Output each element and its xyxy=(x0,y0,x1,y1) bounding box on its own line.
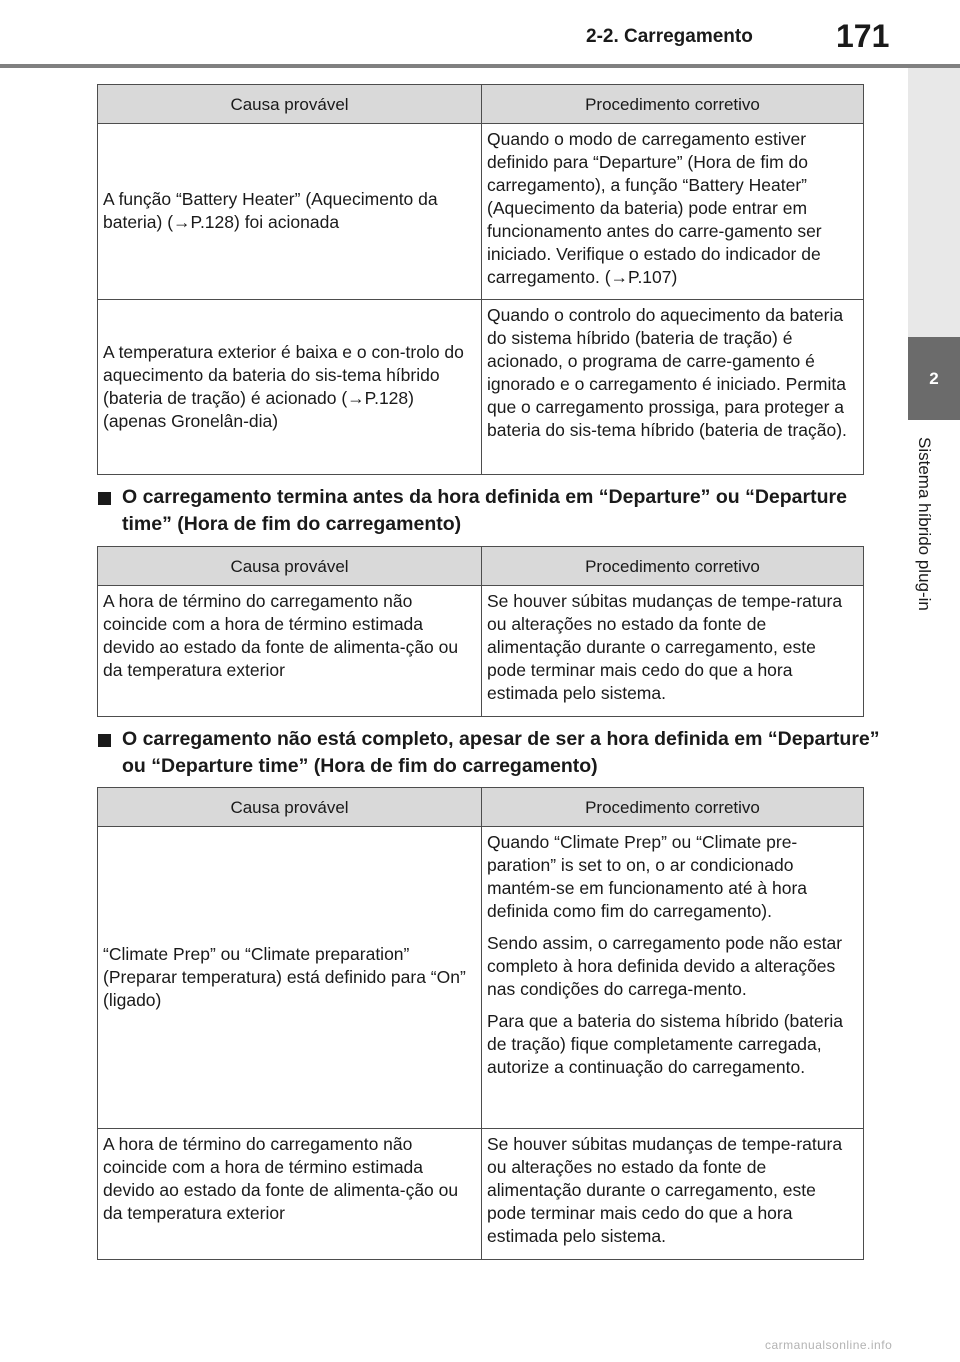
square-bullet-icon xyxy=(98,734,111,747)
chapter-label: Sistema híbrido plug-in xyxy=(915,437,934,611)
header-cause: Causa provável xyxy=(98,547,482,586)
cause-cell: A hora de término do carregamento não coincide com a hora de término estimada devido ao estado da fonte de alimenta-ção ou da temperatura exterior xyxy=(98,586,482,717)
cause-cell: “Climate Prep” ou “Climate preparation” (Preparar temperatura) está definido para “On” (ligado) xyxy=(98,827,482,1129)
header-procedure: Procedimento corretivo xyxy=(482,85,864,124)
table-1 xyxy=(97,84,864,475)
square-bullet-icon xyxy=(98,492,111,505)
header-procedure: Procedimento corretivo xyxy=(482,547,864,586)
table-header-row xyxy=(98,788,864,827)
section-heading-early-finish xyxy=(98,484,882,538)
watermark: carmanualsonline.info xyxy=(765,1338,893,1352)
table-row xyxy=(98,300,864,475)
table-header-row xyxy=(98,85,864,124)
procedure-text: Quando o controlo do aquecimento da bateria do sistema híbrido (bateria de tração) é acionado, o programa de carre-gamento é ignorado e o carregamento é iniciado. Permita que o carregamento prossiga, para proteger a bateria do sis-tema híbrido (bateria de tração). xyxy=(487,305,847,440)
procedure-text: Se houver súbitas mudanças de tempe-ratura ou alterações no estado da fonte de alimentação durante o carregamento, este pode terminar mais cedo do que a hora estimada pelo sistema. xyxy=(487,1134,843,1246)
procedure-cell xyxy=(482,1129,864,1260)
header-cause: Causa provável xyxy=(98,85,482,124)
procedure-text: Quando “Climate Prep” ou “Climate pre-paration” is set to on, o ar condicionado mantém-se em funcionamento até à hora definida como fim do carregamento). xyxy=(487,832,808,921)
section-heading-text: O carregamento não está completo, apesar de ser a hora definida em “Departure” ou “Departure time” (Hora de fim do carregamento) xyxy=(122,728,880,777)
table-header-row xyxy=(98,547,864,586)
procedure-cell xyxy=(482,124,864,300)
table-row xyxy=(98,1129,864,1260)
section-heading-incomplete xyxy=(98,726,882,780)
section-heading-text: O carregamento termina antes da hora definida em “Departure” ou “Departure time” (Hora de fim do carregamento) xyxy=(122,486,847,535)
header-cause: Causa provável xyxy=(98,788,482,827)
section-title: 2-2. Carregamento xyxy=(586,26,753,47)
chapter-number: 2 xyxy=(929,368,939,388)
procedure-cell xyxy=(482,827,864,1129)
table-3 xyxy=(97,787,864,1260)
cause-cell: A hora de término do carregamento não coincide com a hora de término estimada devido ao estado da fonte de alimenta-ção ou da temperatura exterior xyxy=(98,1129,482,1260)
side-tab-strip xyxy=(908,68,960,337)
cause-cell: A temperatura exterior é baixa e o con-trolo do aquecimento da bateria do sis-tema híbrido (bateria de tração) é acionado (→P.128) (apenas Gronelân-dia) xyxy=(98,300,482,475)
table-row xyxy=(98,586,864,717)
table-row xyxy=(98,827,864,1129)
page-number: 171 xyxy=(836,18,890,54)
procedure-cell xyxy=(482,586,864,717)
chapter-tab xyxy=(908,337,960,420)
procedure-text: Sendo assim, o carregamento pode não estar completo à hora definida devido a alterações nas condições do carrega-mento. xyxy=(487,933,843,999)
procedure-text: Para que a bateria do sistema híbrido (bateria de tração) fique completamente carregada, autorize a continuação do carregamento. xyxy=(487,1011,844,1077)
table-row xyxy=(98,124,864,300)
cause-cell: A função “Battery Heater” (Aquecimento da bateria) (→P.128) foi acionada xyxy=(98,124,482,300)
table-2 xyxy=(97,546,864,717)
header-procedure: Procedimento corretivo xyxy=(482,788,864,827)
procedure-text: Quando o modo de carregamento estiver definido para “Departure” (Hora de fim do carregamento), a função “Battery Heater” (Aquecimento da bateria) pode entrar em funcionamento antes do carre-gamento ser iniciado. Verifique o estado do indicador de carregamento. (→P.107) xyxy=(487,129,822,287)
procedure-cell xyxy=(482,300,864,475)
procedure-text: Se houver súbitas mudanças de tempe-ratura ou alterações no estado da fonte de alimentação durante o carregamento, este pode terminar mais cedo do que a hora estimada pelo sistema. xyxy=(487,591,843,703)
header-divider xyxy=(0,64,960,68)
